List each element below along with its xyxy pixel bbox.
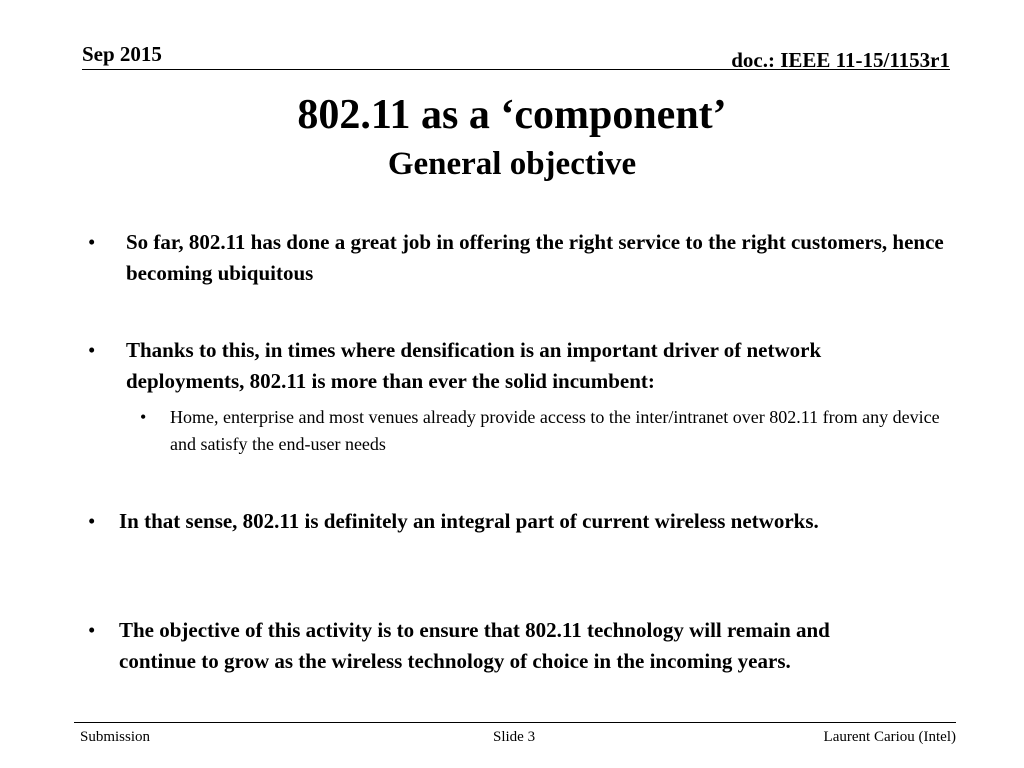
bullet-dot-icon: • <box>88 338 96 362</box>
footer-submission: Submission <box>80 729 151 745</box>
sub-bullet-dot-icon: • <box>140 407 147 427</box>
bullet-text: In that sense, 802.11 is definitely an integral part of current wireless networks. <box>119 509 819 533</box>
bullet-dot-icon: • <box>88 230 96 254</box>
bullet-item <box>88 227 948 291</box>
bullet-item <box>88 615 948 711</box>
bullet-item <box>88 335 948 399</box>
header-date: Sep 2015 <box>82 42 162 66</box>
bullet-dot-icon: • <box>88 618 96 642</box>
bullet-text: So far, 802.11 has done a great job in offering the right service to the right customers, hence becoming ubiquitous <box>126 230 944 285</box>
sub-bullet-text: Home, enterprise and most venues already provide access to the inter/intranet over 802.11 from any device and satisfy the end-user needs <box>170 407 940 454</box>
header-doc-id: doc.: IEEE 11-15/1153r1 <box>731 48 950 72</box>
bullet-item <box>88 506 948 570</box>
bullet-dot-icon: • <box>88 509 96 533</box>
footer-author: Laurent Cariou (Intel) <box>823 729 956 745</box>
slide-title: 802.11 as a ‘component’ <box>297 92 727 138</box>
slide-subtitle: General objective <box>387 146 637 182</box>
bullet-text: Thanks to this, in times where densification is an important driver of network deployments, 802.11 is more than ever the solid incumbent: <box>126 338 822 393</box>
footer-slide-number: Slide 3 <box>493 729 536 745</box>
footer-divider <box>74 722 956 723</box>
header-divider <box>82 69 950 70</box>
bullet-text: The objective of this activity is to ensure that 802.11 technology will remain and continue to grow as the wireless technology of choice in the incoming years. <box>119 618 830 673</box>
sub-bullet-item <box>140 404 940 460</box>
